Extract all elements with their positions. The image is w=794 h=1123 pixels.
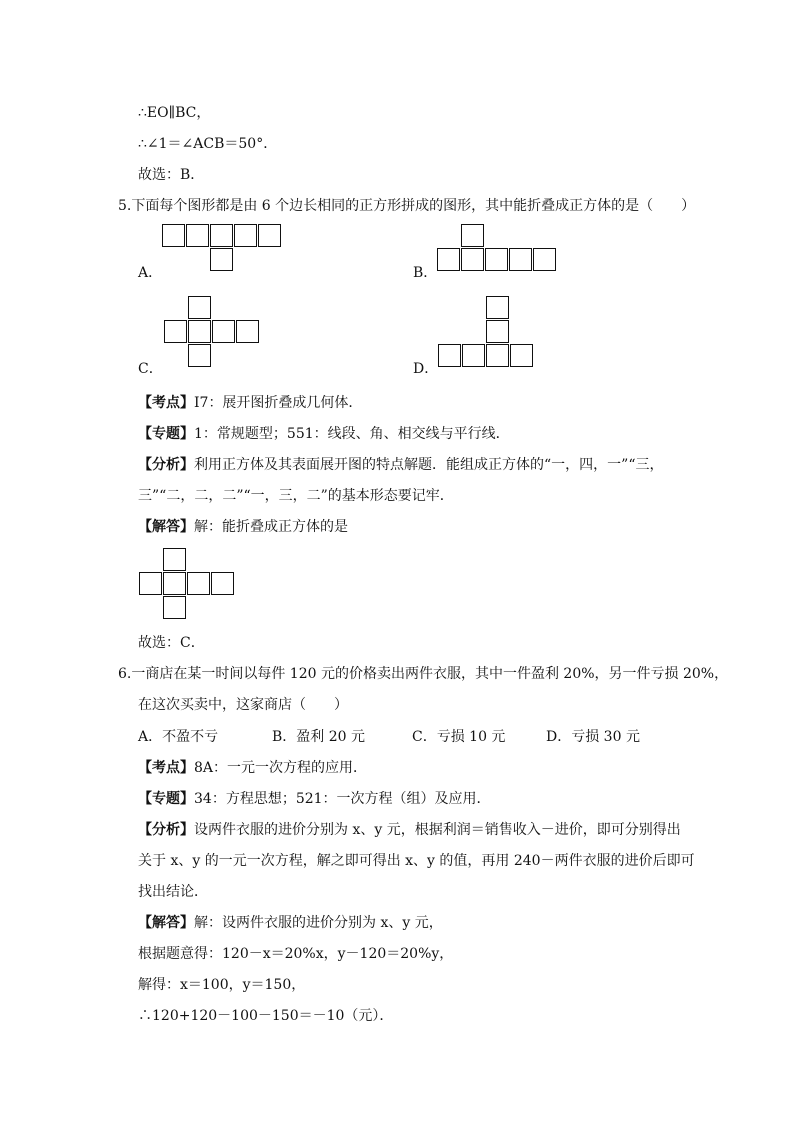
- kaodian-tag: 【考点】: [138, 760, 194, 776]
- fenxi-text: 设两件衣服的进价分别为 x、y 元，根据利润＝销售收入－进价，即可分别得出: [194, 822, 681, 838]
- q6-option-d: D．亏损 30 元: [546, 729, 640, 745]
- figure-a: [162, 224, 287, 272]
- fenxi-text: 利用正方体及其表面展开图的特点解题．能组成正方体的“一，四，一”“三，: [194, 457, 664, 473]
- square: [188, 296, 211, 319]
- q6-zhuanti: [138, 790, 491, 808]
- q5-fenxi: [138, 456, 663, 474]
- square: [163, 572, 186, 595]
- square: [210, 248, 233, 271]
- square: [509, 248, 532, 271]
- q6-option-b: B．盈利 20 元: [272, 729, 366, 745]
- answer-figure: [139, 548, 239, 620]
- jieda-text: 解：设两件衣服的进价分别为 x、y 元，: [194, 915, 443, 931]
- square: [212, 320, 235, 343]
- square: [163, 596, 186, 619]
- kaodian-tag: 【考点】: [138, 395, 194, 411]
- prev-line-1: ∴EO∥BC，: [138, 105, 211, 121]
- square: [461, 224, 484, 247]
- square: [438, 344, 461, 367]
- q6-stem-1: 6.一商店在某一时间以每件 120 元的价格卖出两件衣服，其中一件盈利 20%，另一件亏损 20%，: [118, 666, 729, 682]
- q6-option-c: C．亏损 10 元: [412, 729, 506, 745]
- q5-zhuanti: [138, 425, 510, 443]
- figure-b: [437, 224, 562, 272]
- q5-kaodian: [138, 394, 362, 412]
- square: [164, 320, 187, 343]
- square: [258, 224, 281, 247]
- square: [163, 548, 186, 571]
- jieda-tag: 【解答】: [138, 915, 194, 931]
- q5-fenxi-cont: 三”“二，二，二”“一，三，二”的基本形态要记牢．: [138, 488, 454, 504]
- square: [162, 224, 185, 247]
- zhuanti-tag: 【专题】: [138, 426, 194, 442]
- square: [533, 248, 556, 271]
- square: [187, 572, 210, 595]
- option-b-label: B．: [413, 265, 438, 281]
- q6-step-2: 解得：x＝100，y＝150，: [138, 977, 306, 993]
- q6-fenxi-cont-2: 找出结论．: [138, 884, 208, 900]
- zhuanti-text: 1：常规题型；551：线段、角、相交线与平行线．: [194, 426, 510, 442]
- q5-answer: 故选：C．: [138, 635, 205, 651]
- square: [485, 248, 508, 271]
- square: [236, 320, 259, 343]
- q6-step-1: 根据题意得：120－x＝20%x，y－120＝20%y，: [138, 946, 454, 962]
- option-c-label: C．: [138, 361, 163, 377]
- square: [462, 344, 485, 367]
- q6-jieda: [138, 914, 443, 932]
- q6-fenxi-cont-1: 关于 x、y 的一元一次方程，解之即可得出 x、y 的值，再用 240－两件衣服的进价后即可: [138, 853, 695, 869]
- q6-step-3: ∴120+120－100－150＝－10（元）．: [138, 1008, 394, 1024]
- square: [188, 320, 211, 343]
- jieda-tag: 【解答】: [138, 519, 194, 535]
- square: [139, 572, 162, 595]
- q5-jieda: [138, 518, 348, 536]
- q6-option-a: A．不盈不亏: [138, 729, 219, 745]
- q6-kaodian: [138, 759, 367, 777]
- zhuanti-tag: 【专题】: [138, 791, 194, 807]
- square: [461, 248, 484, 271]
- option-a-label: A．: [138, 265, 163, 281]
- square: [486, 296, 509, 319]
- figure-c: [164, 296, 264, 368]
- square: [210, 224, 233, 247]
- kaodian-text: I7：展开图折叠成几何体．: [194, 395, 363, 411]
- square: [486, 320, 509, 343]
- option-d-label: D．: [413, 361, 439, 377]
- q6-stem-2: 在这次买卖中，这家商店（ ）: [138, 697, 348, 713]
- square: [188, 344, 211, 367]
- square: [486, 344, 509, 367]
- jieda-text: 解：能折叠成正方体的是: [194, 519, 348, 535]
- prev-answer: 故选：B．: [138, 167, 205, 183]
- square: [234, 224, 257, 247]
- zhuanti-text: 34：方程思想；521：一次方程（组）及应用．: [194, 791, 491, 807]
- q6-fenxi: [138, 821, 681, 839]
- square: [510, 344, 533, 367]
- kaodian-text: 8A：一元一次方程的应用．: [194, 760, 368, 776]
- fenxi-tag: 【分析】: [138, 822, 194, 838]
- figure-d: [438, 296, 538, 368]
- square: [211, 572, 234, 595]
- q5-stem: 5.下面每个图形都是由 6 个边长相同的正方形拼成的图形，其中能折叠成正方体的是（ ）: [118, 198, 696, 214]
- prev-line-2: ∴∠1＝∠ACB＝50°．: [138, 136, 278, 152]
- square: [437, 248, 460, 271]
- square: [186, 224, 209, 247]
- fenxi-tag: 【分析】: [138, 457, 194, 473]
